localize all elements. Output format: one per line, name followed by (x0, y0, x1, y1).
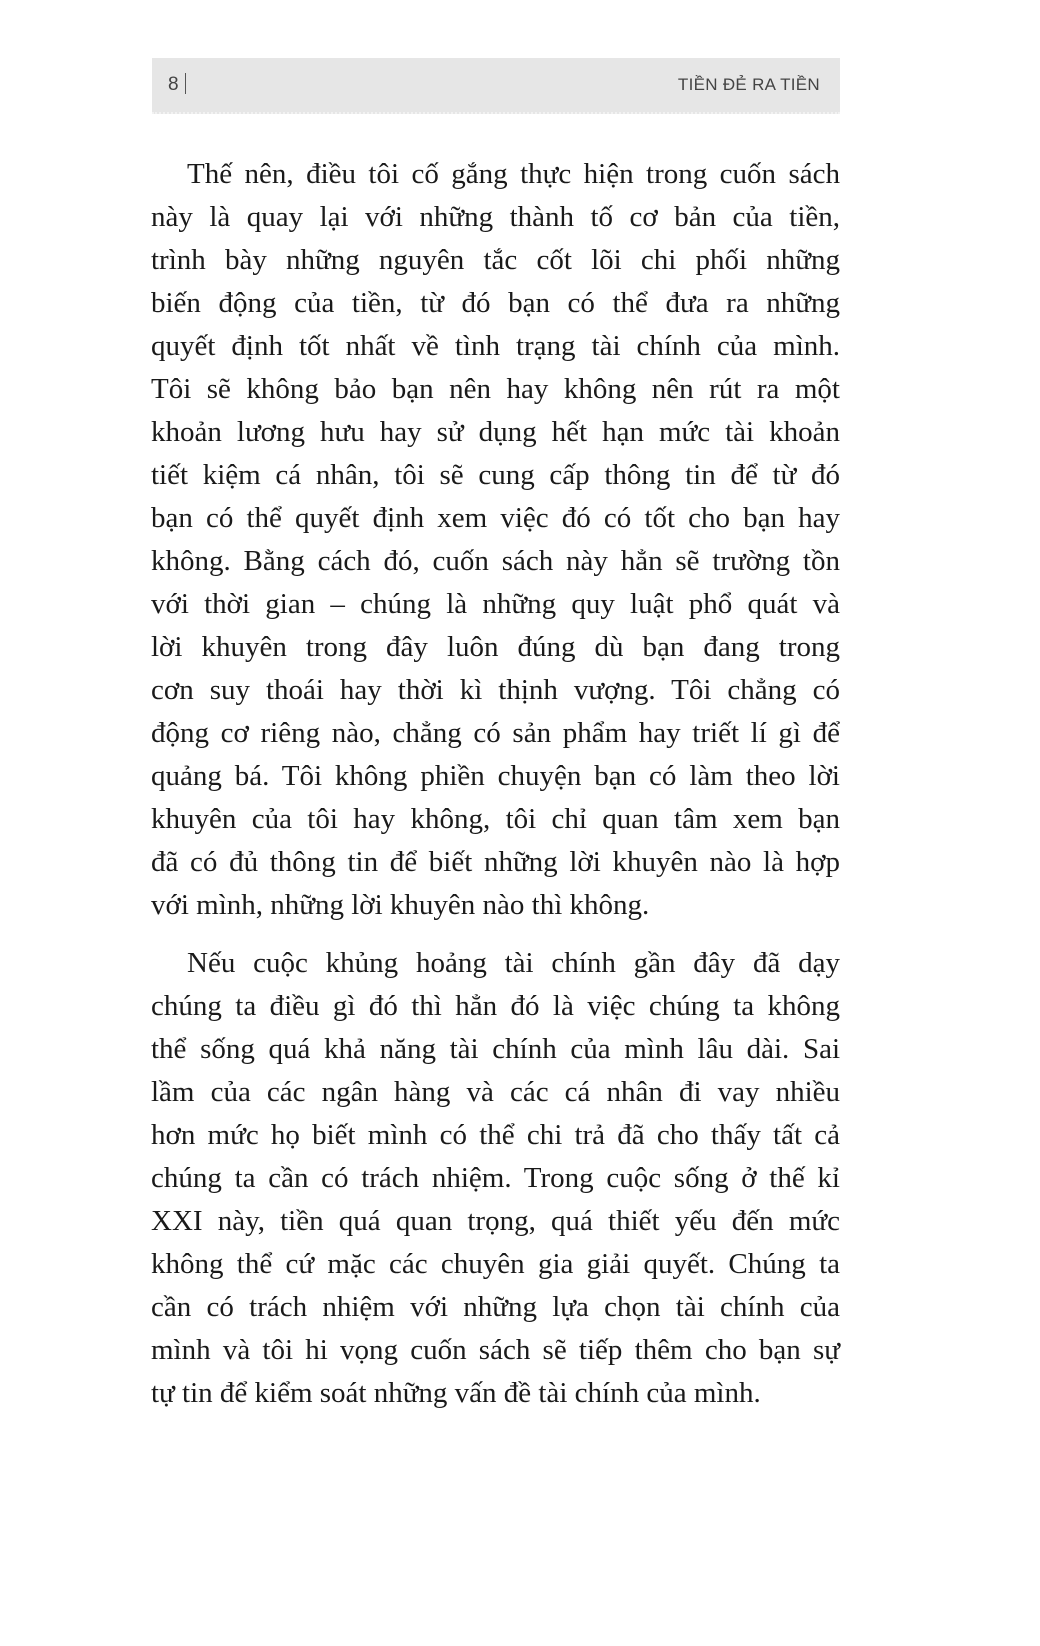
text-line: này là quay lại với những thành tố cơ bản của tiền, (151, 201, 840, 233)
text-line: tiết kiệm cá nhân, tôi sẽ cung cấp thông tin để từ đó (151, 459, 840, 491)
text-line: tự tin để kiểm soát những vấn đề tài chính của mình. (151, 1377, 761, 1409)
text-line: hơn mức họ biết mình có thể chi trả đã cho thấy tất cả (151, 1119, 840, 1151)
text-line: không. Bằng cách đó, cuốn sách này hẳn sẽ trường tồn (151, 545, 840, 577)
text-line: khuyên của tôi hay không, tôi chỉ quan tâm xem bạn (151, 803, 840, 835)
text-line: mình và tôi hi vọng cuốn sách sẽ tiếp thêm cho bạn sự (151, 1334, 840, 1366)
text-line: Thế nên, điều tôi cố gắng thực hiện trong cuốn sách (187, 158, 840, 190)
page-body (151, 153, 840, 1415)
text-line: chúng ta cần có trách nhiệm. Trong cuộc sống ở thế kỉ (151, 1162, 840, 1194)
text-line: bạn có thể quyết định xem việc đó có tốt cho bạn hay (151, 502, 840, 534)
page-number (168, 73, 186, 96)
text-line: cần có trách nhiệm với những lựa chọn tài chính của (151, 1291, 840, 1323)
text-line: quảng bá. Tôi không phiền chuyện bạn có làm theo lời (151, 760, 840, 792)
header-separator (185, 73, 186, 94)
text-line: quyết định tốt nhất về tình trạng tài chính của mình. (151, 330, 840, 362)
paragraph-2 (151, 942, 840, 1415)
text-line: Nếu cuộc khủng hoảng tài chính gần đây đã dạy (187, 947, 840, 979)
text-line: cơn suy thoái hay thời kì thịnh vượng. Tôi chẳng có (151, 674, 840, 706)
text-line: XXI này, tiền quá quan trọng, quá thiết yếu đến mức (151, 1205, 840, 1237)
text-line: không thể cứ mặc các chuyên gia giải quyết. Chúng ta (151, 1248, 840, 1280)
text-line: với mình, những lời khuyên nào thì không. (151, 889, 650, 921)
text-line: khoản lương hưu hay sử dụng hết hạn mức tài khoản (151, 416, 840, 448)
text-line: Tôi sẽ không bảo bạn nên hay không nên rút ra một (151, 373, 840, 405)
text-line: thể sống quá khả năng tài chính của mình lâu dài. Sai (151, 1033, 840, 1065)
page-number-text: 8 (168, 74, 180, 95)
running-header (152, 58, 840, 114)
text-line: chúng ta điều gì đó thì hẳn đó là việc chúng ta không (151, 990, 840, 1022)
text-line: lầm của các ngân hàng và các cá nhân đi vay nhiều (151, 1076, 840, 1108)
text-line: lời khuyên trong đây luôn đúng dù bạn đang trong (151, 631, 840, 663)
text-line: trình bày những nguyên tắc cốt lõi chi phối những (151, 244, 840, 276)
text-line: động cơ riêng nào, chẳng có sản phẩm hay triết lí gì để (151, 717, 840, 749)
paragraph-1 (151, 153, 840, 927)
text-line: với thời gian – chúng là những quy luật phổ quát và (151, 588, 840, 620)
book-title: TIỀN ĐẺ RA TIỀN (677, 75, 820, 94)
text-line: biến động của tiền, từ đó bạn có thể đưa ra những (151, 287, 840, 319)
text-line: đã có đủ thông tin để biết những lời khuyên nào là hợp (151, 846, 840, 878)
